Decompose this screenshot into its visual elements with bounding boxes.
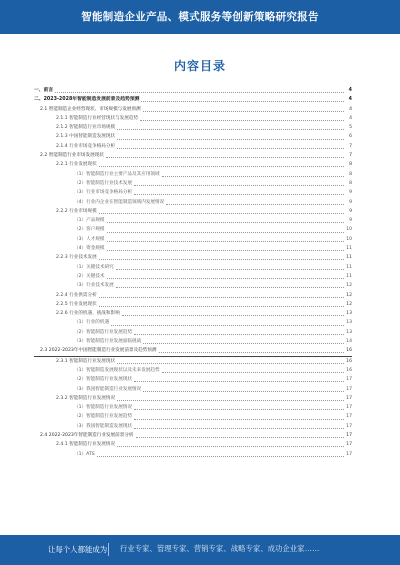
- toc-leader-dots: [107, 241, 345, 242]
- toc-entry-label: （3）行业技术发展: [74, 283, 114, 289]
- toc-leader-dots: [99, 306, 344, 307]
- toc-entry-page: 9: [349, 208, 352, 214]
- toc-leader-dots: [134, 185, 344, 186]
- toc-entry[interactable]: [34, 188, 352, 197]
- toc-entry-label: （2）智能制造行业发展现状: [74, 377, 133, 383]
- toc-entry[interactable]: [34, 412, 352, 421]
- toc-entry-label: （2）客户规模: [74, 227, 105, 233]
- toc-entry-page: 9: [349, 218, 352, 224]
- toc-entry-label: 2.3.2 智能制造行业发展情况: [56, 395, 116, 401]
- toc-entry-label: 2.3 2022-2023年中国智能制造行业发展前景及趋势预测: [40, 348, 157, 354]
- toc-entry-label: 2.3.1 智能制造行业发展现状: [56, 358, 116, 364]
- toc-entry-page: 17: [346, 395, 352, 401]
- toc-entry-page: 14: [346, 339, 352, 345]
- toc-leader-dots: [122, 315, 344, 316]
- toc-entry[interactable]: [34, 431, 352, 440]
- toc-leader-dots: [106, 157, 344, 158]
- toc-entry-page: 17: [346, 414, 352, 420]
- toc-entry-label: 2.1 智能制造企业经营现状、市场规模与发展预测: [40, 106, 141, 112]
- toc-entry-label: （1）ATS: [74, 451, 95, 457]
- toc-entry[interactable]: [34, 366, 352, 375]
- toc-entry-label: 2.1.4 行业市场竞争格局分析: [56, 143, 116, 149]
- toc-entry[interactable]: [34, 291, 352, 300]
- toc-entry-page: 7: [349, 153, 352, 159]
- toc-entry-label: （3）智能制造行业发展面临挑战: [74, 339, 142, 345]
- toc-entry[interactable]: [34, 263, 352, 272]
- toc-entry-page: 16: [346, 367, 352, 373]
- toc-entry-label: （4）行业内企业在智能制造领域内发展情况: [74, 199, 165, 205]
- toc-entry-page: 11: [346, 273, 352, 279]
- toc-entry[interactable]: [34, 86, 352, 95]
- toc-entry-page: 13: [346, 329, 352, 335]
- toc-entry[interactable]: [34, 170, 352, 179]
- toc-heading: 内容目录: [173, 59, 226, 73]
- toc-entry-page: 17: [346, 451, 352, 457]
- toc-leader-dots: [117, 400, 344, 401]
- toc-entry-label: 2.1.1 智能制造行业经营现状与发展趋势: [56, 115, 139, 121]
- toc-leader-dots: [55, 92, 344, 93]
- toc-entry[interactable]: [34, 114, 352, 123]
- toc-leader-dots: [117, 148, 344, 149]
- toc-entry-label: （2）智能制造行业技术发展: [74, 180, 133, 186]
- toc-entry-label: 二、2023-2028年智能制造发展前景及趋势预测: [34, 97, 140, 103]
- toc-entry[interactable]: [34, 385, 352, 394]
- toc-entry[interactable]: [34, 281, 352, 290]
- toc-entry-label: （1）智能制造行业发展情况: [74, 405, 133, 411]
- toc-leader-dots: [134, 419, 344, 420]
- toc-entry-page: 12: [346, 292, 352, 298]
- toc-entry-label: （3）我国智能制造发展现状: [74, 423, 133, 429]
- toc-entry-label: 2.2.3 行业技术发展: [56, 255, 97, 261]
- toc-entry[interactable]: [34, 375, 352, 384]
- toc-entry[interactable]: [34, 132, 352, 141]
- toc-leader-dots: [99, 166, 344, 167]
- toc-entry[interactable]: [34, 244, 352, 253]
- toc-entry-label: 2.1.2 智能制造行业市场规模: [56, 125, 116, 131]
- toc-entry-page: 9: [349, 190, 352, 196]
- toc-entry-page: 8: [349, 180, 352, 186]
- toc-leader-dots: [107, 222, 345, 223]
- toc-entry-label: 2.1.3 中国智能制造发展现状: [56, 134, 116, 140]
- report-title: 智能制造企业产品、模式服务等创新策略研究报告: [81, 11, 319, 23]
- footer-roles: 行业专家、管理专家、营销专家、战略专家、成功企业家……: [120, 544, 320, 553]
- toc-entry[interactable]: [34, 207, 352, 216]
- toc-entry-label: 2.4.1 智能制造行业发展情况: [56, 442, 116, 448]
- toc-entry-page: 13: [346, 311, 352, 317]
- toc-entry[interactable]: [34, 95, 352, 104]
- toc-leader-dots: [117, 446, 344, 447]
- toc-leader-dots: [162, 372, 344, 373]
- toc-entry-label: 2.2.6 行业的机遇、挑战和影响: [56, 311, 120, 317]
- toc-entry[interactable]: [34, 422, 352, 431]
- toc-leader-dots: [116, 287, 344, 288]
- toc-leader-dots: [143, 343, 344, 344]
- toc-entry-page: 12: [346, 301, 352, 307]
- toc-entry-label: （1）行业的机遇: [74, 320, 110, 326]
- toc-entry-label: 2.2.2 行业市场规模: [56, 208, 97, 214]
- toc-leader-dots: [136, 437, 344, 438]
- toc-entry-page: 13: [346, 320, 352, 326]
- toc-leader-dots: [134, 381, 344, 382]
- toc-entry-label: 一、前言: [34, 88, 54, 93]
- toc-leader-dots: [117, 129, 344, 130]
- toc-leader-dots: [99, 297, 344, 298]
- toc-entry-label: （1）产品规模: [74, 218, 105, 224]
- toc-entry-page: 16: [346, 358, 352, 364]
- toc-entry[interactable]: [34, 337, 352, 346]
- toc-entry-label: 2.2.1 行业发展现状: [56, 162, 97, 168]
- toc-entry[interactable]: [34, 253, 352, 262]
- toc-entry[interactable]: [34, 403, 352, 412]
- toc-leader-dots: [140, 120, 344, 121]
- toc-entry[interactable]: [34, 151, 352, 160]
- toc-entry-page: 11: [346, 255, 352, 261]
- toc-entry-label: 2.2 智能制造行业市场发展现状: [40, 153, 104, 159]
- toc-entry-page: 17: [346, 377, 352, 383]
- toc-entry-page: 11: [346, 246, 352, 252]
- toc-entry[interactable]: [34, 179, 352, 188]
- footer-bar: [0, 535, 400, 565]
- toc-entry-page: 10: [346, 236, 352, 242]
- toc-entry-label: （2）智能制造行业发展趋势: [74, 329, 133, 335]
- toc-entry-page: 4: [348, 88, 352, 93]
- toc-entry-page: 7: [349, 143, 352, 149]
- toc-entry-label: 2.4 2022-2023年智能制造行业发展前景分析: [40, 432, 134, 438]
- toc-entry[interactable]: [34, 346, 352, 356]
- toc-entry[interactable]: [34, 216, 352, 225]
- toc-leader-dots: [162, 176, 344, 177]
- toc-entry-label: 2.2.5 行业发展现状: [56, 301, 97, 307]
- toc-leader-dots: [159, 352, 345, 353]
- toc-entry-page: 17: [346, 442, 352, 448]
- toc-leader-dots: [134, 428, 344, 429]
- toc-leader-dots: [143, 391, 344, 392]
- toc-leader-dots: [134, 194, 344, 195]
- toc-leader-dots: [116, 269, 344, 270]
- toc-entry[interactable]: [34, 450, 352, 459]
- toc-entry[interactable]: [34, 394, 352, 403]
- toc-entry[interactable]: [34, 123, 352, 132]
- toc-entry[interactable]: [34, 328, 352, 337]
- toc-entry-page: 8: [349, 171, 352, 177]
- toc-leader-dots: [99, 259, 344, 260]
- toc-leader-dots: [107, 278, 345, 279]
- toc-leader-dots: [117, 139, 344, 140]
- footer-slogan: 让每个人都能成为: [48, 545, 108, 554]
- toc-leader-dots: [111, 325, 344, 326]
- toc-entry[interactable]: [34, 198, 352, 207]
- toc-entry-label: （3）我国智能制造行业发展情况: [74, 386, 142, 392]
- toc-entry[interactable]: [34, 235, 352, 244]
- toc-leader-dots: [141, 101, 344, 102]
- toc-leader-dots: [166, 204, 344, 205]
- toc-leader-dots: [143, 111, 344, 112]
- toc-entry-label: 2.2.4 行业供需分析: [56, 292, 97, 298]
- header-bar: [0, 0, 400, 34]
- toc-entry-page: 4: [348, 97, 352, 103]
- toc-leader-dots: [107, 250, 345, 251]
- toc-entry[interactable]: [34, 225, 352, 234]
- toc-entry-page: 17: [346, 405, 352, 411]
- toc-entry[interactable]: [34, 309, 352, 318]
- footer-divider: [108, 543, 109, 556]
- toc-entry-page: 4: [349, 115, 352, 121]
- table-of-contents: [34, 86, 352, 459]
- toc-entry-label: （1）智能制造行业主要产品及其应用领域: [74, 171, 160, 177]
- toc-entry-page: 6: [349, 134, 352, 140]
- toc-entry[interactable]: [34, 142, 352, 151]
- toc-entry[interactable]: [34, 440, 352, 449]
- toc-entry[interactable]: [34, 160, 352, 169]
- toc-leader-dots: [99, 213, 344, 214]
- toc-entry[interactable]: [34, 318, 352, 327]
- toc-entry[interactable]: [34, 105, 352, 114]
- toc-entry-page: 17: [346, 423, 352, 429]
- toc-entry-label: （4）资金规模: [74, 246, 105, 252]
- toc-leader-dots: [117, 363, 344, 364]
- toc-entry-label: （2）关键技术: [74, 273, 105, 279]
- toc-entry[interactable]: [34, 272, 352, 281]
- toc-entry-page: 12: [346, 283, 352, 289]
- toc-entry[interactable]: [34, 300, 352, 309]
- toc-entry-page: 17: [346, 386, 352, 392]
- toc-leader-dots: [97, 456, 344, 457]
- toc-entry-page: 16: [346, 348, 352, 354]
- toc-entry-page: 8: [349, 162, 352, 168]
- toc-entry-page: 17: [346, 432, 352, 438]
- toc-entry-page: 11: [346, 264, 352, 270]
- toc-leader-dots: [134, 334, 344, 335]
- toc-entry-label: （3）人才规模: [74, 236, 105, 242]
- toc-entry-label: （1）关键技术研究: [74, 264, 114, 270]
- toc-entry-page: 5: [349, 125, 352, 131]
- toc-entry-page: 4: [349, 106, 352, 112]
- toc-entry-label: （3）行业市场竞争格局分析: [74, 190, 133, 196]
- toc-entry-label: （1）智能制造发展现状以及未来发展趋势: [74, 367, 160, 373]
- toc-entry[interactable]: [34, 357, 352, 366]
- toc-entry-page: 10: [346, 227, 352, 233]
- toc-leader-dots: [107, 232, 345, 233]
- toc-entry-page: 9: [349, 199, 352, 205]
- toc-entry-label: （2）智能制造行业发展趋势: [74, 414, 133, 420]
- toc-leader-dots: [134, 409, 344, 410]
